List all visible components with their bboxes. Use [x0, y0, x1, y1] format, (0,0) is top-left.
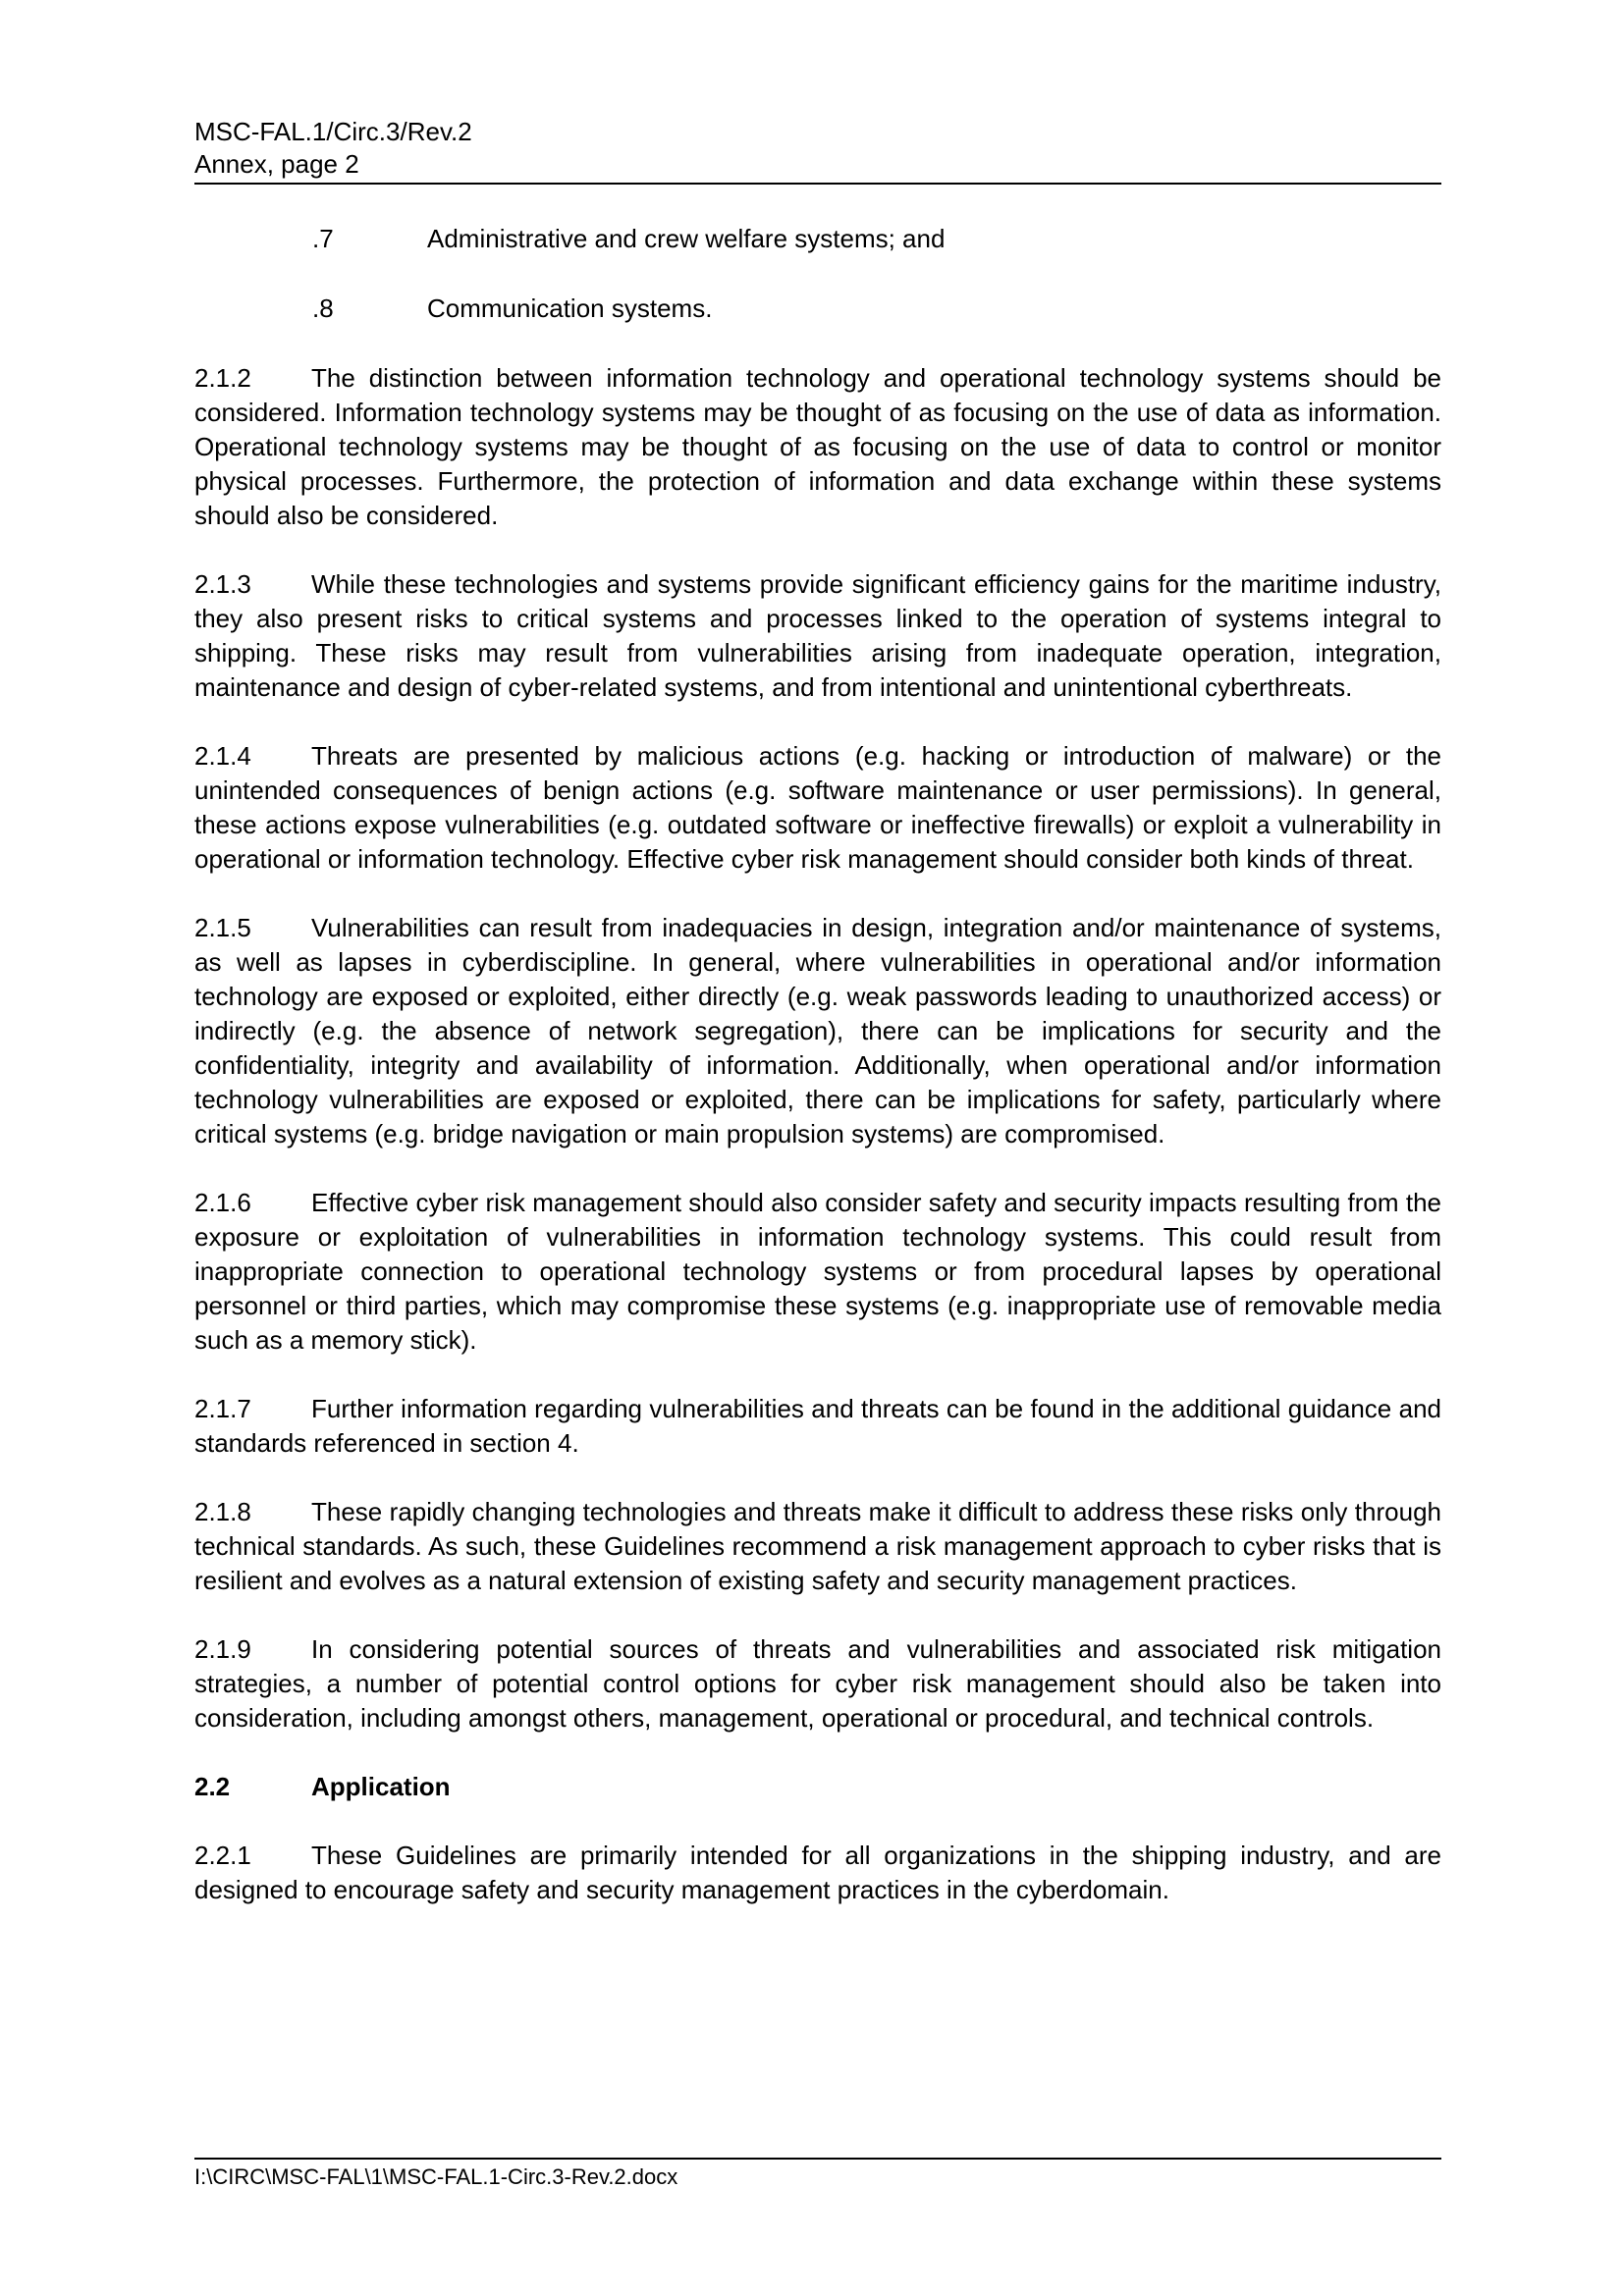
page-header: [194, 116, 1441, 185]
paragraph-2-1-8: [194, 1495, 1441, 1598]
paragraph-number: 2.1.4: [194, 741, 251, 771]
list-item-number: .7: [312, 224, 334, 253]
list-item-text: Administrative and crew welfare systems; and: [427, 224, 946, 253]
paragraph-number: 2.1.5: [194, 913, 251, 942]
paragraph-text: Further information regarding vulnerabilities and threats can be found in the additional guidance and standards referenced in section 4.: [194, 1394, 1441, 1458]
section-number: 2.2: [194, 1772, 231, 1801]
paragraph-number: 2.1.9: [194, 1634, 251, 1664]
paragraph-text: While these technologies and systems provide significant efficiency gains for the maritime industry, they also present risks to critical systems and processes linked to the operation of systems integral to shipping. These risks may result from vulnerabilities arising from inadequate operation, integration, maintenance and design of cyber-related systems, and from intentional and unintentional cyberthreats.: [194, 569, 1441, 702]
paragraph-number: 2.1.2: [194, 363, 251, 393]
page-footer: [194, 2158, 1441, 2191]
list-item-number: .8: [312, 294, 334, 323]
paragraph-2-1-4: [194, 739, 1441, 877]
paragraph-text: Effective cyber risk management should also consider safety and security impacts resulting from the exposure or exploitation of vulnerabilities in information technology systems. This could result from inappropriate connection to operational technology systems or from procedural lapses by operational personnel or third parties, which may compromise these systems (e.g. inappropriate use of removable media such as a memory stick).: [194, 1188, 1441, 1355]
paragraph-2-1-5: [194, 911, 1441, 1151]
section-title: Application: [311, 1772, 451, 1801]
paragraph-2-2-1: [194, 1839, 1441, 1907]
page-number: Annex, page 2: [194, 149, 359, 179]
list-item: [312, 292, 1441, 326]
paragraph-2-1-3: [194, 567, 1441, 705]
file-path: I:\CIRC\MSC-FAL\1\MSC-FAL.1-Circ.3-Rev.2.docx: [194, 2164, 678, 2189]
paragraph-number: 2.1.8: [194, 1497, 251, 1526]
paragraph-number: 2.1.3: [194, 569, 251, 599]
list-item: [312, 222, 1441, 256]
paragraph-text: In considering potential sources of threats and vulnerabilities and associated risk mitigation strategies, a number of potential control options for cyber risk management should also be taken into consideration, including amongst others, management, operational or procedural, and technical controls.: [194, 1634, 1441, 1733]
paragraph-2-1-6: [194, 1186, 1441, 1358]
paragraph-text: Threats are presented by malicious actions (e.g. hacking or introduction of malware) or the unintended consequences of benign actions (e.g. software maintenance or user permissions). In general, these actions expose vulnerabilities (e.g. outdated software or ineffective firewalls) or exploit a vulnerability in operational or information technology. Effective cyber risk management should consider both kinds of threat.: [194, 741, 1441, 874]
document-body: [194, 222, 1441, 1942]
paragraph-number: 2.2.1: [194, 1841, 251, 1870]
paragraph-text: The distinction between information technology and operational technology systems should be considered. Information technology systems may be thought of as focusing on the use of data as information. Operational technology systems may be thought of as focusing on the use of data to control or monitor physical processes. Furthermore, the protection of information and data exchange within these systems should also be considered.: [194, 363, 1441, 530]
paragraph-2-1-2: [194, 361, 1441, 533]
paragraph-text: These rapidly changing technologies and threats make it difficult to address these risks only through technical standards. As such, these Guidelines recommend a risk management approach to cyber risks that is resilient and evolves as a natural extension of existing safety and security management practices.: [194, 1497, 1441, 1595]
paragraph-2-1-9: [194, 1632, 1441, 1735]
section-heading: [194, 1770, 1441, 1804]
paragraph-text: Vulnerabilities can result from inadequacies in design, integration and/or maintenance of systems, as well as lapses in cyberdiscipline. In general, where vulnerabilities in operational and/or information technology are exposed or exploited, either directly (e.g. weak passwords leading to unauthorized access) or indirectly (e.g. the absence of network segregation), there can be implications for security and the confidentiality, integrity and availability of information. Additionally, when operational and/or information technology vulnerabilities are exposed or exploited, there can be implications for safety, particularly where critical systems (e.g. bridge navigation or main propulsion systems) are compromised.: [194, 913, 1441, 1148]
paragraph-2-1-7: [194, 1392, 1441, 1461]
paragraph-number: 2.1.6: [194, 1188, 251, 1217]
list-item-text: Communication systems.: [427, 294, 713, 323]
paragraph-text: These Guidelines are primarily intended for all organizations in the shipping industry, and are designed to encourage safety and security management practices in the cyberdomain.: [194, 1841, 1441, 1904]
document-reference: MSC-FAL.1/Circ.3/Rev.2: [194, 117, 472, 146]
paragraph-number: 2.1.7: [194, 1394, 251, 1423]
